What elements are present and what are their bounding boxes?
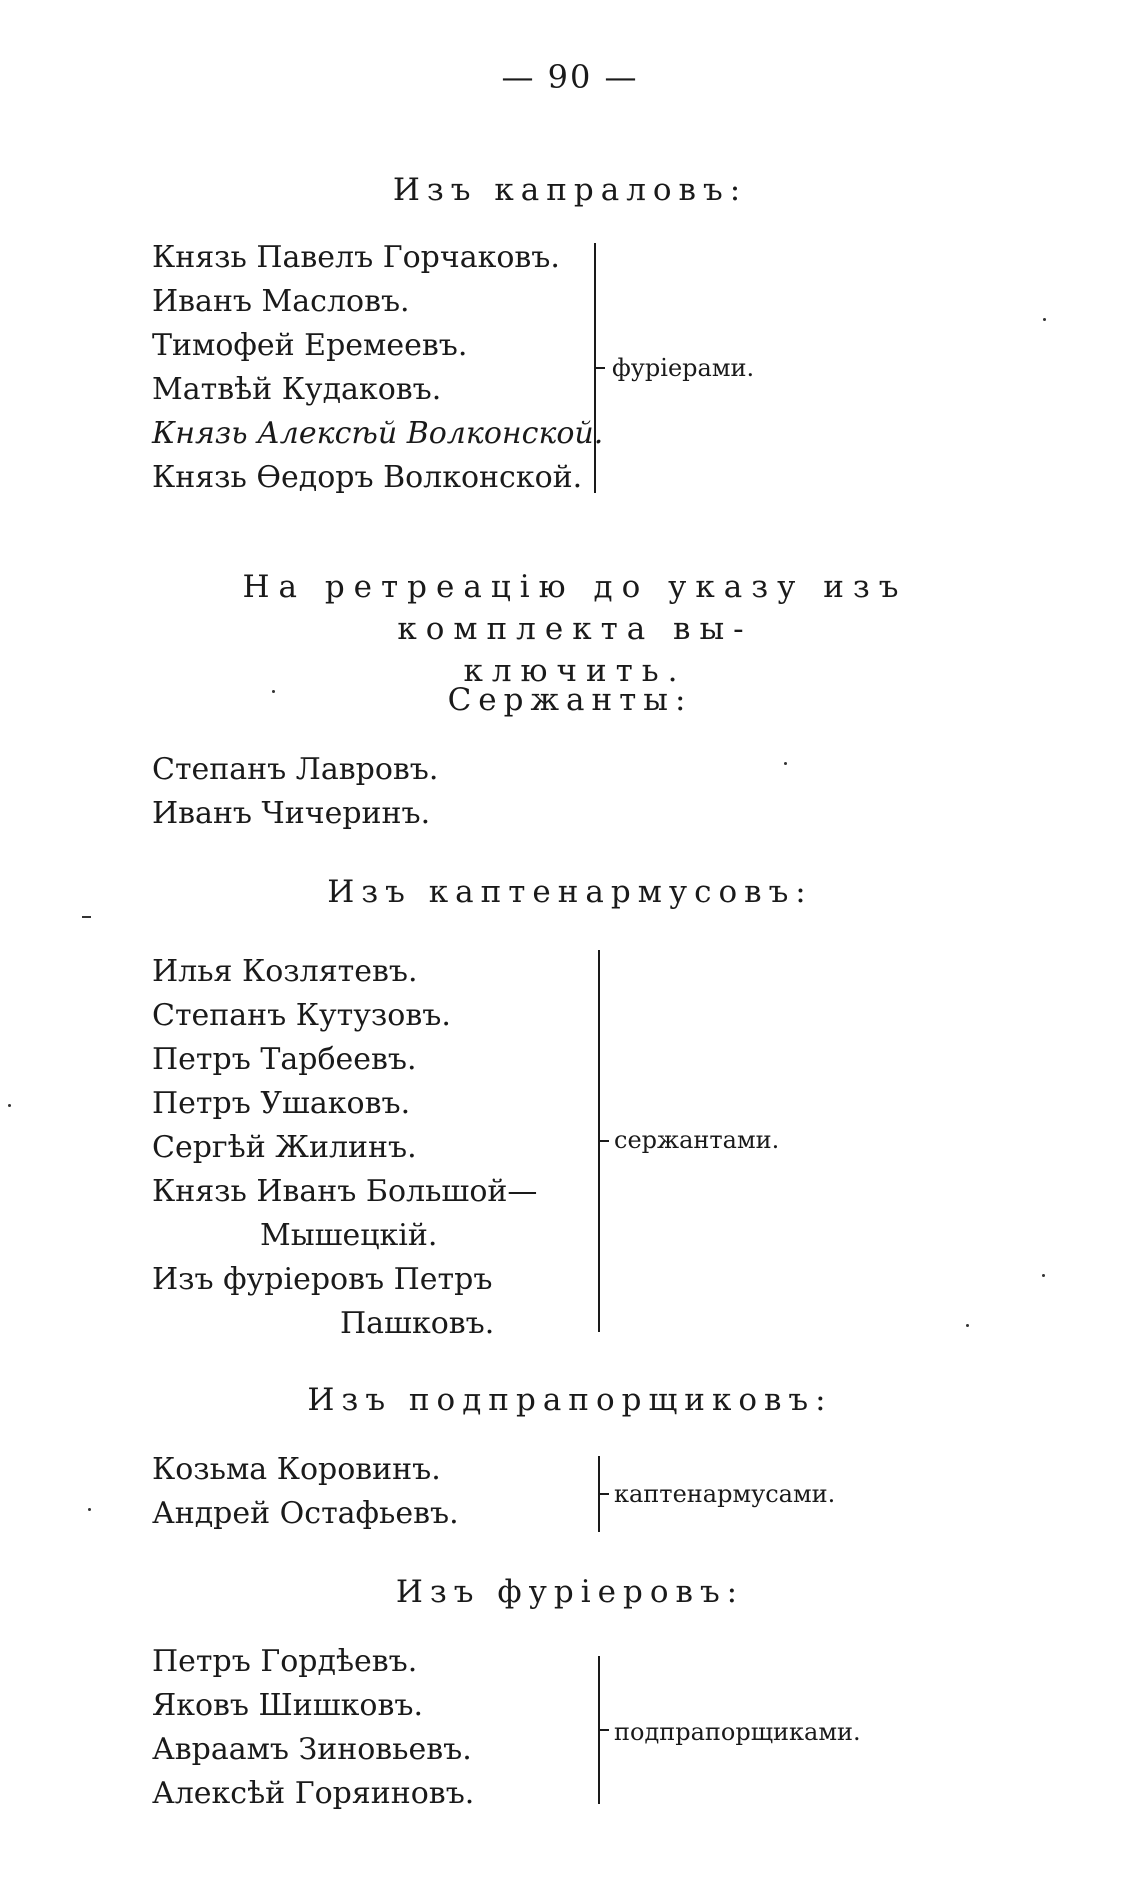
name-entry: Князь Алексѣй Волконской.: [152, 416, 604, 451]
brace-label-kaptenarmusy: сержантами.: [614, 1126, 780, 1154]
name-entry: Алексѣй Горяиновъ.: [152, 1776, 475, 1811]
section-heading-podpraporshchiki: Изъ подпрапорщиковъ:: [307, 1382, 833, 1418]
name-entry: Степанъ Кутузовъ.: [152, 998, 451, 1033]
section-heading-kaprals: Изъ капраловъ:: [392, 172, 748, 208]
brace-label-podpraporshchiki: каптенармусами.: [614, 1480, 836, 1508]
name-entry: Козьма Коровинъ.: [152, 1452, 441, 1487]
name-entry: Матвѣй Кудаковъ.: [152, 372, 442, 407]
name-entry: Петръ Гордѣевъ.: [152, 1644, 418, 1679]
brace-label-kaprals: фурiерами.: [612, 354, 755, 382]
name-list-furiery: [152, 1640, 474, 1816]
curly-brace: [584, 950, 600, 1332]
paragraph-line: ключить.: [463, 653, 687, 689]
print-speck: [82, 916, 91, 918]
paragraph-line: На ретреацiю до указу изъ комплекта вы-: [242, 569, 908, 647]
name-entry: Яковъ Шишковъ.: [152, 1688, 423, 1723]
page-number: — 90 —: [501, 58, 639, 96]
print-speck: [1043, 318, 1046, 321]
print-speck: [8, 1104, 11, 1107]
name-list-kaptenarmusy: [152, 950, 537, 1346]
section-heading-furiery: Изъ фурiеровъ:: [395, 1574, 745, 1610]
name-entry: Илья Козлятевъ.: [152, 954, 418, 989]
name-list-kaprals: [152, 236, 603, 500]
name-entry: Петръ Ушаковъ.: [152, 1086, 411, 1121]
name-entry-continuation: Мышецкiй.: [260, 1218, 438, 1253]
curly-brace: [584, 1456, 600, 1532]
name-entry: Князь Павелъ Горчаковъ.: [152, 240, 560, 275]
print-speck: [966, 1324, 969, 1327]
name-entry: Авраамъ Зиновьевъ.: [152, 1732, 472, 1767]
name-entry: Петръ Тарбеевъ.: [152, 1042, 417, 1077]
name-entry: Сергѣй Жилинъ.: [152, 1130, 417, 1165]
brace-label-furiery: подпрапорщиками.: [614, 1718, 861, 1746]
name-entry-continuation: Пашковъ.: [340, 1306, 495, 1341]
print-speck: [88, 1508, 91, 1511]
curly-brace: [580, 243, 596, 493]
name-entry: Тимофей Еремеевъ.: [152, 328, 468, 363]
print-speck: [784, 762, 787, 765]
curly-brace: [584, 1656, 600, 1804]
name-entry: Андрей Остафьевъ.: [152, 1496, 459, 1531]
name-entry: Князь Ѳедоръ Волконской.: [152, 460, 583, 495]
section-heading-kaptenarmusy: Изъ каптенармусовъ:: [327, 874, 813, 910]
print-speck: [272, 690, 275, 693]
name-entry: Князь Иванъ Большой—: [152, 1174, 538, 1209]
section-heading-serzhanty: Сержанты:: [447, 682, 693, 718]
name-list-serzhanty: [152, 748, 438, 836]
retreat-paragraph: [125, 566, 1025, 692]
name-entry: Иванъ Масловъ.: [152, 284, 410, 319]
name-list-podpraporshchiki: [152, 1448, 459, 1536]
print-speck: [1042, 1274, 1045, 1277]
name-entry: Степанъ Лавровъ.: [152, 752, 439, 787]
name-entry: Иванъ Чичеринъ.: [152, 796, 431, 831]
name-entry: Изъ фурiеровъ Петръ: [152, 1262, 493, 1297]
